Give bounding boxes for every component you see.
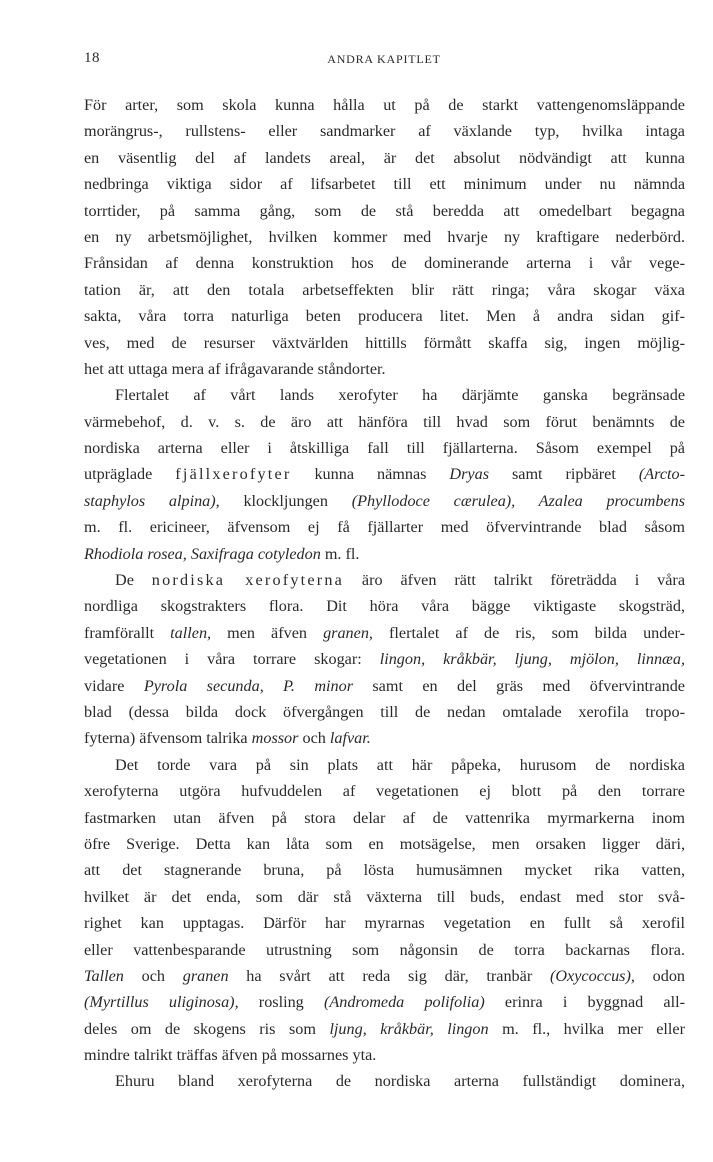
text-line	[84, 778, 685, 804]
text-run: Frånsidan af denna konstruktion hos de dominerande arterna i vår vege-	[84, 254, 685, 273]
text-line	[84, 884, 685, 910]
text-run: torrtider, på samma gång, som de stå beredda att omedelbart begagna	[84, 201, 685, 220]
text-run: morängrus-, rullstens- eller sandmarker af växlande typ, hvilka intaga	[84, 122, 685, 141]
text-run: het att uttaga mera af ifrågavarande ståndorter.	[84, 359, 386, 378]
text-run: utpräglade	[84, 465, 176, 484]
text-run: men äfven	[211, 623, 324, 642]
text-line	[84, 488, 685, 514]
text-line	[84, 92, 685, 118]
text-line	[84, 646, 685, 672]
text-run: odon	[634, 966, 686, 985]
page-number: 18	[84, 50, 100, 66]
text-run: Det torde vara på sin plats att här påpeka, hurusom de nordiska	[115, 755, 685, 774]
text-run: righet kan upptagas. Därför har myrarnas vegetation en fullt så xerofil	[84, 914, 685, 933]
text-run: m. fl., hvilka mer eller	[488, 1019, 685, 1038]
text-run: en väsentlig del af landets areal, är det absolut nödvändigt att kunna	[84, 148, 685, 167]
text-run: sakta, våra torra naturliga beten producera litet. Men å andra sidan gif-	[84, 307, 685, 326]
italic-term: (Myrtillus uliginosa),	[84, 993, 239, 1012]
italic-term: staphylos alpina),	[84, 491, 220, 510]
text-line	[84, 857, 685, 883]
text-run: hvilket är det enda, som där stå växterna till buds, endast med stor svå-	[84, 887, 685, 906]
text-line	[84, 435, 685, 461]
text-line	[84, 593, 685, 619]
italic-term: (Phyllodoce cærulea), Azalea procumbens	[351, 491, 685, 510]
spaced-term: nordiska xerofyterna	[151, 571, 345, 590]
text-line	[84, 382, 685, 408]
text-run: erinra i byggnad all-	[484, 993, 685, 1012]
italic-term: Rhodiola rosea, Saxifraga cotyledon	[84, 544, 321, 563]
italic-term: (Andromeda polifolia)	[323, 993, 485, 1012]
italic-term: mossor	[251, 729, 299, 748]
text-run: De	[115, 571, 152, 590]
text-run: nordliga skogstrakters flora. Dit höra våra bägge viktigaste skogsträd,	[84, 597, 685, 616]
text-run: äro äfven rätt talrikt företrädda i våra	[344, 571, 686, 590]
running-head: ANDRA KAPITLET	[327, 52, 441, 66]
text-run: m. fl.	[320, 544, 360, 563]
italic-term: lingon, kråkbär, ljung, mjölon, linnæa,	[379, 650, 685, 669]
text-run: samt en del gräs med öfvervintrande	[353, 676, 685, 695]
text-line	[84, 118, 685, 144]
text-line	[84, 620, 685, 646]
text-run: fyterna) äfvensom talrika	[84, 729, 252, 748]
text-line	[84, 514, 685, 540]
text-line	[84, 1016, 685, 1042]
text-run: klockljungen	[219, 491, 352, 510]
text-run: flertalet af de ris, som bilda under-	[372, 623, 685, 642]
text-run: nordiska arterna eller i åtskilliga fall till fjällarterna. Såsom exempel på	[84, 439, 685, 458]
text-line	[84, 1068, 685, 1094]
text-run: och	[123, 966, 183, 985]
text-run: Flertalet af vårt lands xerofyter ha därjämte ganska begränsade	[115, 386, 685, 405]
text-line	[84, 541, 685, 567]
text-run: deles om de skogens ris som	[84, 1019, 330, 1038]
text-run: att det stagnerande bruna, på lösta humusämnen mycket rika vatten,	[84, 861, 685, 880]
text-run: och	[298, 729, 330, 748]
italic-term: granen	[182, 966, 229, 985]
italic-term: granen,	[323, 623, 373, 642]
text-run: fastmarken utan äfven på stora delar af de vattenrika myrmarkerna inom	[84, 808, 685, 827]
text-run: öfre Sverige. Detta kan låta som en motsägelse, men orsaken ligger däri,	[84, 834, 685, 853]
text-line	[84, 330, 685, 356]
page-header	[84, 50, 684, 72]
text-run: Ehuru bland xerofyterna de nordiska arterna fullständigt dominera,	[115, 1072, 685, 1091]
text-run: eller vattenbesparande utrustning som någonsin de torra backarnas flora.	[84, 940, 685, 959]
italic-term: (Oxycoccus),	[549, 966, 635, 985]
italic-term: Tallen	[84, 966, 124, 985]
text-line	[84, 1042, 685, 1068]
body-text	[84, 92, 685, 1095]
text-run: rosling	[238, 993, 324, 1012]
text-line	[84, 198, 685, 224]
text-line	[84, 145, 685, 171]
text-line	[84, 250, 685, 276]
italic-term: lafvar.	[329, 729, 371, 748]
text-run: värmebehof, d. v. s. de äro att hänföra till hvad som förut benämnts de	[84, 412, 685, 431]
text-line	[84, 725, 685, 751]
text-line	[84, 224, 685, 250]
text-run: kunna nämnas	[291, 465, 450, 484]
italic-term: Pyrola secunda, P. minor	[143, 676, 354, 695]
text-run: nedbringa viktiga sidor af lifsarbetet till ett minimum under nu nämnda	[84, 175, 685, 194]
text-run: mindre talrikt träffas äfven på mossarnes yta.	[84, 1046, 377, 1065]
text-line	[84, 910, 685, 936]
text-run: För arter, som skola kunna hålla ut på de starkt vattengenomsläppande	[84, 96, 685, 114]
text-run: m. fl. ericineer, äfvensom ej få fjällarter med öfvervintrande blad såsom	[84, 518, 685, 537]
italic-term: Dryas	[449, 465, 489, 484]
text-run: en ny arbetsmöjlighet, hvilken kommer med hvarje ny kraftigare nederbörd.	[84, 227, 685, 246]
text-line	[84, 805, 685, 831]
text-line	[84, 567, 685, 593]
text-line	[84, 673, 685, 699]
spaced-term: fjällxerofyter	[175, 465, 292, 484]
text-line	[84, 171, 685, 197]
text-line	[84, 752, 685, 778]
text-line	[84, 831, 685, 857]
text-line	[84, 963, 685, 989]
text-line	[84, 356, 685, 382]
text-line	[84, 409, 685, 435]
italic-term: (Arcto-	[638, 465, 685, 484]
text-run: ha svårt att reda sig där, tranbär	[228, 966, 550, 985]
text-line	[84, 937, 685, 963]
text-line	[84, 277, 685, 303]
text-run: samt ripbäret	[489, 465, 639, 484]
italic-term: ljung, kråkbär, lingon	[329, 1019, 489, 1038]
italic-term: tallen,	[170, 623, 212, 642]
text-run: blad (dessa bilda dock öfvergången till de nedan omtalade xerofila tropo-	[84, 702, 685, 721]
text-run: vidare	[84, 676, 144, 695]
text-line	[84, 989, 685, 1015]
text-run: xerofyterna utgöra hufvuddelen af vegetationen ej blott på den torrare	[84, 782, 685, 801]
text-run: tation är, att den totala arbetseffekten blir rätt ringa; våra skogar växa	[84, 280, 685, 299]
text-run: vegetationen i våra torrare skogar:	[84, 650, 380, 669]
text-line	[84, 303, 685, 329]
text-run: framförallt	[84, 623, 171, 642]
text-line	[84, 461, 685, 487]
text-line	[84, 699, 685, 725]
text-run: ves, med de resurser växtvärlden hittills förmått skaffa sig, ingen möjlig-	[84, 333, 685, 352]
